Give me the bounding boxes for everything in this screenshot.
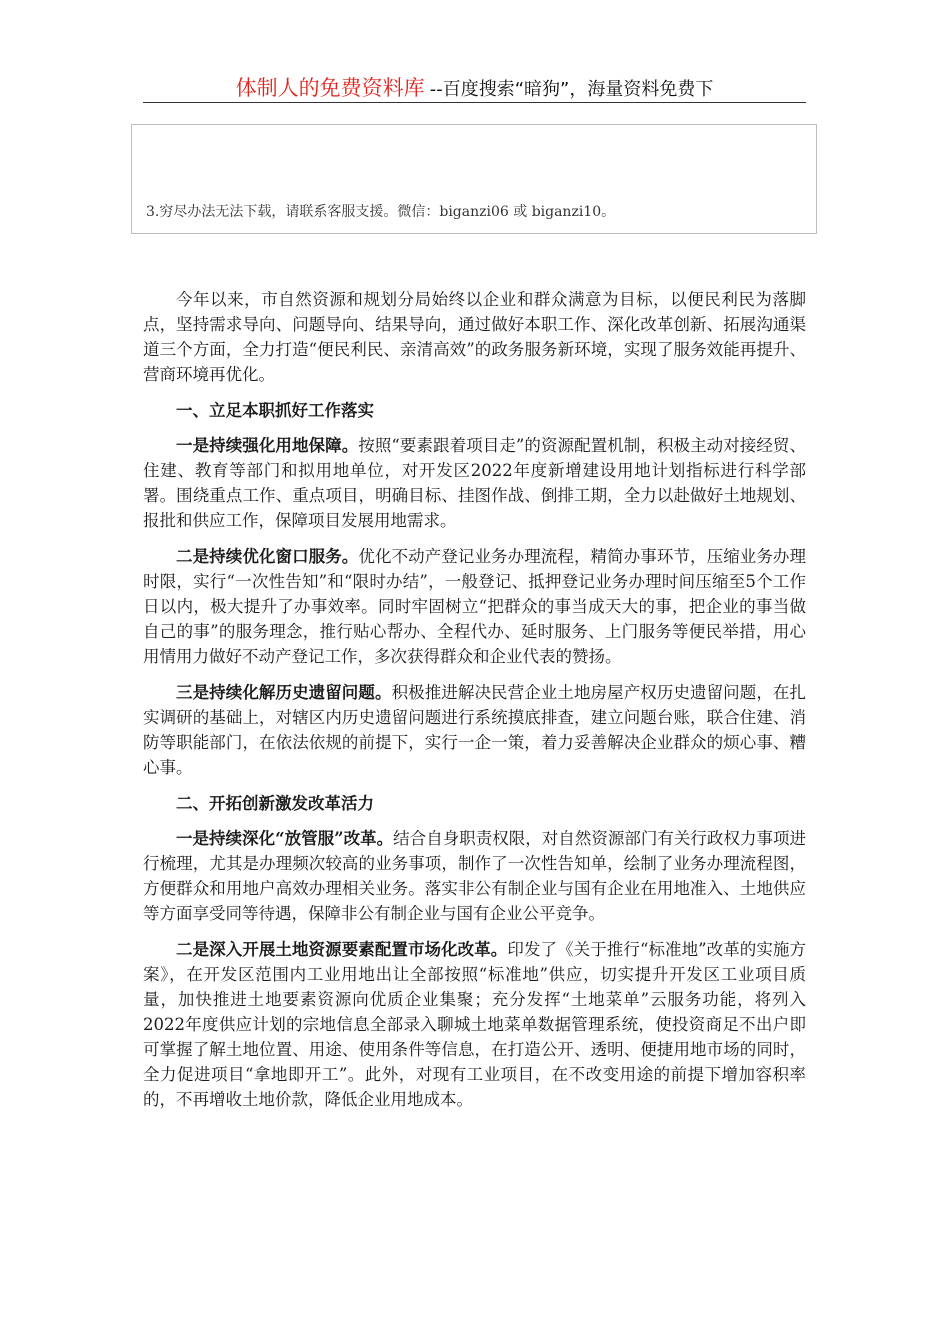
- notice-box: [131, 124, 817, 234]
- paragraph-lead: 二是持续优化窗口服务。: [176, 547, 359, 566]
- paragraph-lead: 三是持续化解历史遗留问题。: [176, 683, 392, 702]
- paragraph-lead: 二是深入开展土地资源要素配置市场化改革。: [176, 940, 508, 959]
- paragraph: [143, 433, 806, 533]
- page-header: [143, 72, 806, 103]
- intro-paragraph: 今年以来，市自然资源和规划分局始终以企业和群众满意为目标，以便民利民为落脚点，坚持需求导向、问题导向、结果导向，通过做好本职工作、深化改革创新、拓展沟通渠道三个方面，全力打造“便民利民、亲清高效”的政务服务新环境，实现了服务效能再提升、营商环境再优化。: [143, 290, 806, 384]
- paragraph: [143, 937, 806, 1112]
- document-body: [143, 287, 806, 1123]
- paragraph: [143, 680, 806, 780]
- paragraph-text: 积极推进解决民营企业土地房屋产权历史遗留问题，在扎实调研的基础上，对辖区内历史遗留问题进行系统摸底排查，建立问题台账，联合住建、消防等职能部门，在依法依规的前提下，实行一企一策，着力妥善解决企业群众的烦心事、糟心事。: [143, 683, 807, 777]
- paragraph-lead: 一是持续强化用地保障。: [176, 436, 359, 455]
- section-heading: 一、立足本职抓好工作落实: [176, 401, 374, 420]
- header-brand: 体制人的免费资料库: [235, 76, 425, 100]
- paragraph-lead: 一是持续深化“放管服”改革。: [176, 829, 394, 848]
- paragraph: [143, 826, 806, 926]
- paragraph-text: 印发了《关于推行“标准地”改革的实施方案》，在开发区范围内工业用地出让全部按照“标准地”供应，切实提升开发区工业项目质量，加快推进土地要素资源向优质企业集聚；充分发挥“土地菜单”云服务功能，将列入2022年度供应计划的宗地信息全部录入聊城土地菜单数据管理系统，使投资商足不出户即可掌握了解土地位置、用途、使用条件等信息，在打造公开、透明、便捷用地市场的同时，全力促进项目“拿地即开工”。此外，对现有工业项目，在不改变用途的前提下增加容积率的，不再增收土地价款，降低企业用地成本。: [143, 940, 807, 1109]
- paragraph-text: 按照“要素跟着项目走”的资源配置机制，积极主动对接经贸、住建、教育等部门和拟用地单位，对开发区2022年度新增建设用地计划指标进行科学部署。围绕重点工作、重点项目，明确目标、挂图作战、倒排工期，全力以赴做好土地规划、报批和供应工作，保障项目发展用地需求。: [143, 436, 807, 530]
- notice-text: 3.穷尽办法无法下载，请联系客服支援。微信：biganzi06 或 biganzi10。: [146, 204, 616, 220]
- paragraph: [143, 544, 806, 669]
- paragraph-text: 结合自身职责权限，对自然资源部门有关行政权力事项进行梳理，尤其是办理频次较高的业务事项，制作了一次性告知单，绘制了业务办理流程图，方便群众和用地户高效办理相关业务。落实非公有制企业与国有企业在用地准入、土地供应等方面享受同等待遇，保障非公有制企业与国有企业公平竞争。: [143, 829, 806, 923]
- paragraph-text: 优化不动产登记业务办理流程，精简办事环节，压缩业务办理时限，实行“一次性告知”和“限时办结”，一般登记、抵押登记业务办理时间压缩至5个工作日以内，极大提升了办事效率。同时牢固树立“把群众的事当成天大的事，把企业的事当做自己的事”的服务理念，推行贴心帮办、全程代办、延时服务、上门服务等便民举措，用心用情用力做好不动产登记工作，多次获得群众和企业代表的赞扬。: [143, 547, 807, 666]
- section-heading: 二、开拓创新激发改革活力: [176, 794, 374, 813]
- header-tagline: --百度搜索“暗狗”，海量资料免费下: [429, 79, 714, 100]
